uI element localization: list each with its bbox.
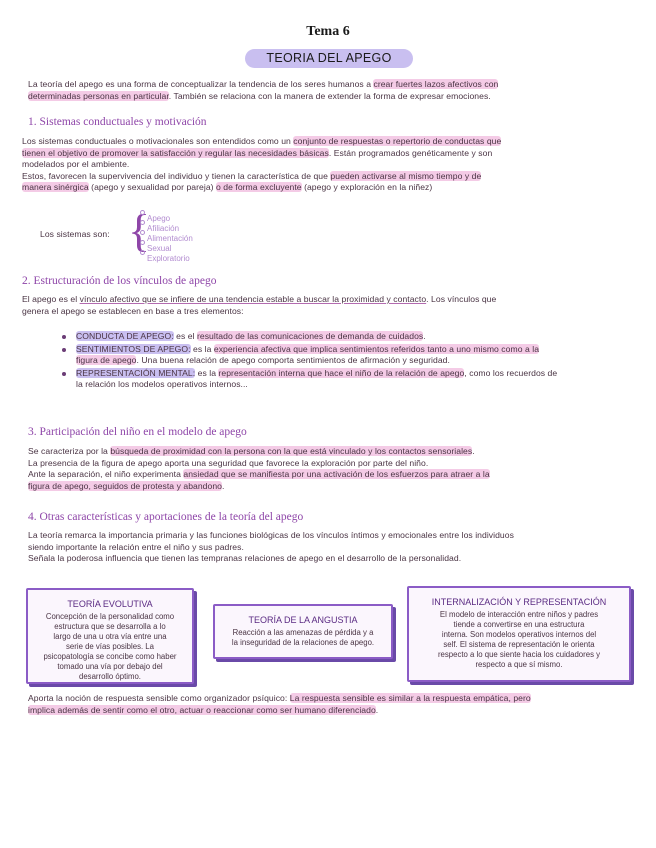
s3-text-2: La presencia de la figura de apego aporta una seguridad que favorece la exploración por parte del niño. bbox=[28, 457, 429, 468]
s3-highlight-3: ansiedad que se manifiesta por una activación de los esfuerzos para atraer a la bbox=[183, 469, 490, 480]
s3-text-3: Ante la separación, el niño experimenta bbox=[28, 469, 184, 480]
s1-highlight: conjunto de respuestas o repertorio de conductas que bbox=[293, 136, 502, 146]
closing-highlight: La respuesta sensible es similar a la respuesta empática, pero bbox=[289, 693, 531, 703]
closing-paragraph bbox=[28, 693, 648, 716]
box-title: INTERNALIZACIÓN Y REPRESENTACIÓN bbox=[431, 597, 607, 607]
section3-title: 3. Participación del niño en el modelo de apego bbox=[28, 426, 247, 438]
box-text: El modelo de interacción entre niños y padres tiende a convertirse en una estructura interna. Son modelos operativos internos del self. El sistema de representación le orienta respecto a lo que siente hacia los cuidadores y respecto a que sí mismo. bbox=[437, 610, 601, 669]
s3-text-4: . bbox=[222, 480, 225, 491]
item-highlight: resultado de las comunicaciones de demanda de cuidados bbox=[196, 331, 424, 341]
system-item: Sexual bbox=[147, 244, 172, 253]
s3-highlight-4: figura de apego, seguidos de protesta y abandono bbox=[28, 480, 222, 491]
system-item: Apego bbox=[147, 214, 171, 223]
section2-title: 2. Estructuración de los vínculos de apego bbox=[22, 275, 217, 287]
s4-text-2: siendo importante la relación entre el niño y sus padres. bbox=[28, 541, 244, 552]
bullet-icon bbox=[62, 348, 66, 352]
system-item: Exploratorio bbox=[147, 254, 190, 263]
s1-highlight-6: o de forma excluyente bbox=[216, 182, 302, 193]
s2-text: El apego es el bbox=[22, 294, 80, 304]
s2-text-2: genera el apego se establecen en base a tres elementos: bbox=[22, 305, 244, 316]
ring-icon bbox=[140, 240, 145, 245]
page-title bbox=[245, 49, 413, 68]
intro-text: La teoría del apego es una forma de conceptualizar la tendencia de los seres humanos a bbox=[28, 79, 374, 89]
section4-body bbox=[28, 530, 648, 565]
systems-label: Los sistemas son: bbox=[40, 229, 110, 239]
s1-text: Los sistemas conductuales o motivacionales son entendidos como un bbox=[22, 136, 294, 146]
intro-highlight: crear fuertes lazos afectivos con bbox=[373, 79, 499, 89]
s1-highlight-2: tienen el objetivo de promover la satisfacción y regular las necesidades básicas bbox=[22, 147, 329, 158]
closing-text-2: . bbox=[375, 704, 379, 715]
item-text: es la bbox=[195, 367, 219, 378]
ring-icon bbox=[140, 220, 145, 225]
s4-text-1: La teoría remarca la importancia primaria y las funciones biológicas de los vínculos íntimos y emocionales entre los individuos bbox=[28, 530, 514, 540]
tema-label: Tema 6 bbox=[306, 24, 350, 39]
box-title: TEORÍA EVOLUTIVA bbox=[67, 599, 153, 609]
s3-text: Se caracteriza por la bbox=[28, 446, 111, 456]
section4-title: 4. Otras características y aportaciones de la teoría del apego bbox=[28, 511, 304, 523]
s1-highlight-4: pueden activarse al mismo tiempo y de bbox=[330, 170, 482, 181]
system-item: Alimentación bbox=[147, 234, 193, 243]
item-text: es la bbox=[190, 343, 214, 354]
ring-icon bbox=[140, 210, 145, 215]
s3-text-b: . bbox=[472, 446, 475, 456]
section1-title: 1. Sistemas conductuales y motivación bbox=[28, 116, 207, 128]
s2-text-b: . Los vínculos que bbox=[426, 294, 497, 304]
bullet-icon bbox=[62, 335, 66, 339]
box-internalizacion bbox=[407, 586, 631, 682]
ring-icon bbox=[140, 250, 145, 255]
item-highlight: experiencia afectiva que implica sentimientos referidos tanto a uno mismo como a la bbox=[213, 343, 540, 354]
s1-text-3: modelados por el ambiente. bbox=[22, 159, 130, 170]
s1-text-5: (apego y sexualidad por pareja) bbox=[88, 182, 217, 193]
intro-text-2: . También se relaciona con la manera de extender la forma de expresar emociones. bbox=[168, 90, 491, 101]
section1-body bbox=[22, 136, 642, 194]
bullet-icon bbox=[62, 372, 66, 376]
s1-highlight-5: manera sinérgica bbox=[22, 182, 89, 193]
list-item bbox=[60, 368, 640, 391]
s2-underlined: vínculo afectivo que se infiere de una tendencia estable a buscar la proximidad y contacto bbox=[79, 294, 427, 304]
curly-brace: { bbox=[128, 205, 151, 256]
section2-body bbox=[22, 294, 642, 317]
ring-icon bbox=[140, 230, 145, 235]
s4-text-3: Señala la poderosa influencia que tienen las tempranas relaciones de apego en el desarrollo de la personalidad. bbox=[28, 553, 462, 564]
s3-highlight: búsqueda de proximidad con la persona con la que está vinculado y los contactos sensoriales bbox=[110, 446, 473, 456]
elements-list bbox=[60, 331, 640, 391]
item-text: la relación los modelos operativos internos... bbox=[76, 379, 248, 390]
box-teoria-evolutiva bbox=[26, 588, 194, 684]
s1-text-6: (apego y exploración en la niñez) bbox=[301, 182, 433, 193]
box-title: TEORÍA DE LA ANGUSTIA bbox=[248, 615, 358, 625]
item-text: , como los recuerdos de bbox=[464, 367, 558, 378]
closing-highlight-2: implica además de sentir como el otro, actuar o reaccionar como ser humano diferenciado bbox=[28, 704, 376, 715]
list-item bbox=[60, 331, 640, 343]
system-item: Afiliación bbox=[147, 224, 180, 233]
item-label: CONDUCTA DE APEGO: bbox=[76, 331, 174, 341]
s1-text-4: Estos, favorecen la supervivencia del individuo y tienen la característica de que bbox=[22, 170, 331, 181]
item-text: es el bbox=[173, 331, 197, 341]
systems-list bbox=[140, 208, 193, 263]
box-teoria-angustia bbox=[213, 604, 393, 659]
item-text: . bbox=[423, 331, 426, 341]
box-text: Concepción de la personalidad como estructura que se desarrolla a lo largo de una u otra vía entre una serie de vías posibles. La psicopatología se concibe como haber tomado una vía por debajo del desarrollo óptimo. bbox=[43, 612, 177, 681]
intro-highlight-2: determinadas personas en particular bbox=[28, 90, 169, 101]
item-text: . Una buena relación de apego comporta sentimientos de afirmación y seguridad. bbox=[136, 355, 450, 366]
page-title-text: TEORIA DEL APEGO bbox=[266, 51, 392, 65]
list-item bbox=[60, 344, 640, 367]
intro-paragraph bbox=[28, 79, 638, 102]
closing-text: Aporta la noción de respuesta sensible como organizador psíquico: bbox=[28, 693, 290, 703]
item-label: SENTIMIENTOS DE APEGO: bbox=[76, 343, 191, 354]
s1-text-2: . Están programados genéticamente y son bbox=[328, 147, 493, 158]
section3-body bbox=[28, 446, 643, 492]
item-highlight: figura de apego bbox=[76, 355, 137, 366]
item-label: REPRESENTACIÓN MENTAL: bbox=[76, 367, 196, 378]
item-highlight: representación interna que hace el niño de la relación de apego bbox=[218, 367, 465, 378]
box-text: Reacción a las amenazas de pérdida y a la inseguridad de la relaciones de apego. bbox=[231, 628, 375, 647]
